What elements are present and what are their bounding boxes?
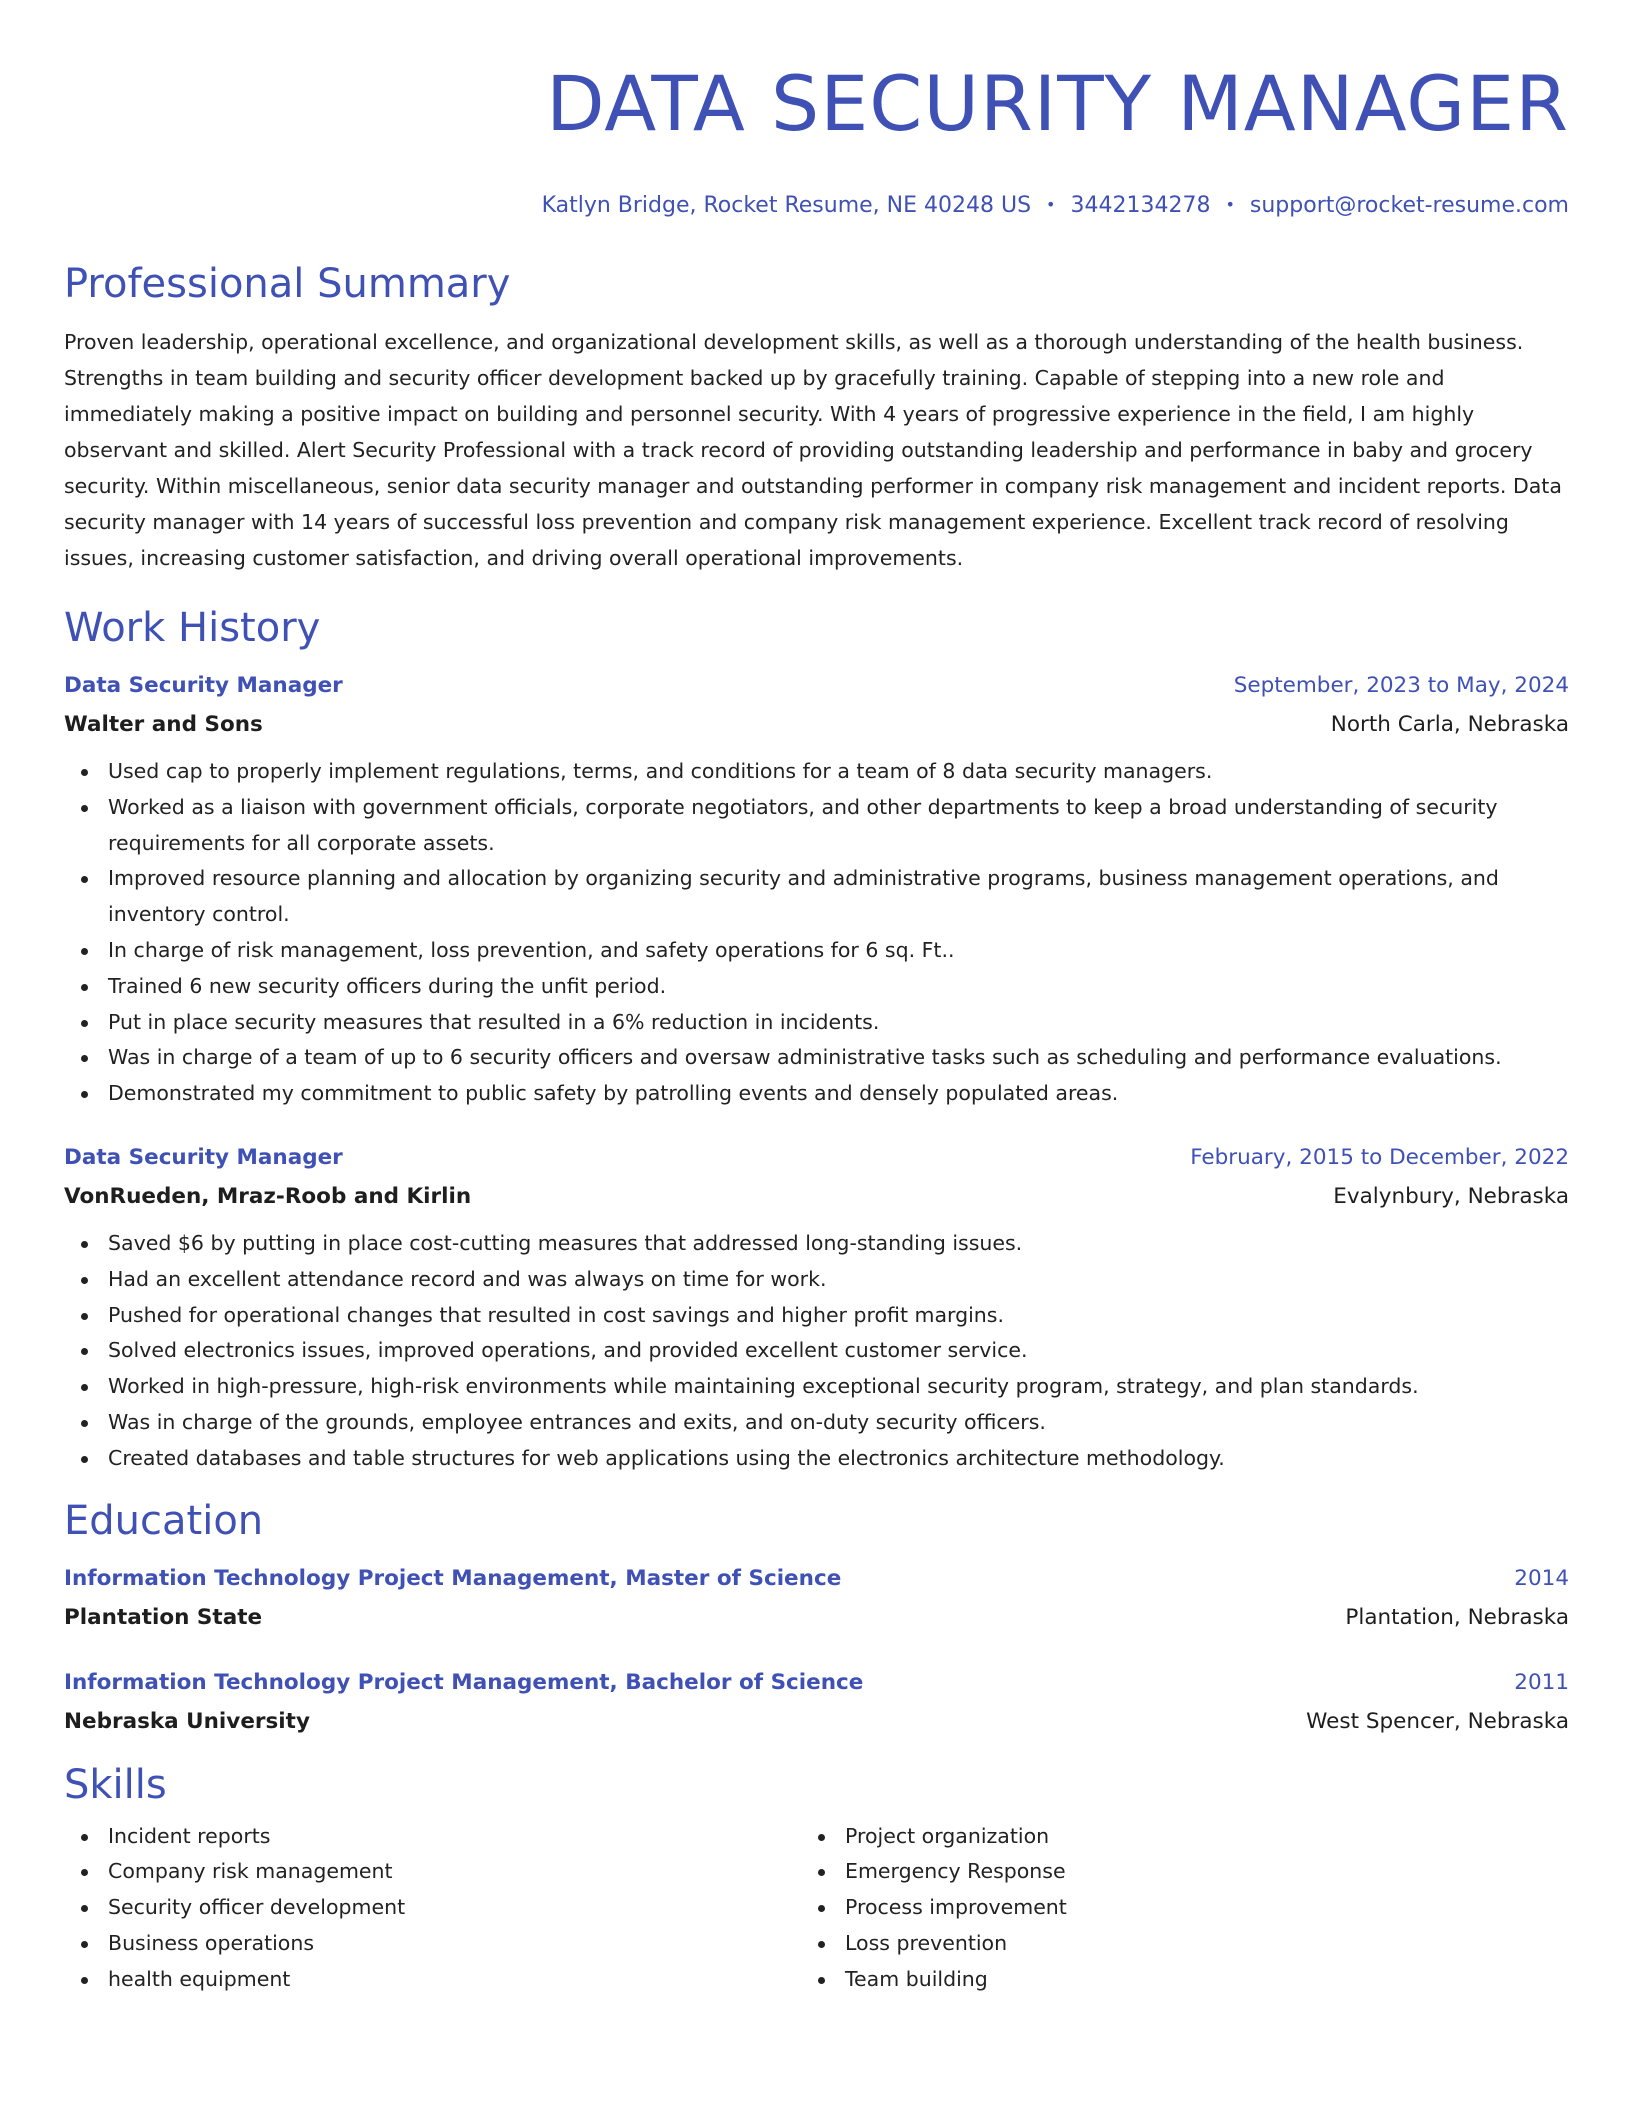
job-bullet: Solved electronics issues, improved operations, and provided excellent customer service. [108,1333,1569,1369]
job-dates: September, 2023 to May, 2024 [1233,673,1569,698]
section-heading-skills: Skills [64,1761,167,1808]
job-bullet: Was in charge of the grounds, employee entrances and exits, and on-duty security officers. [108,1405,1569,1441]
section-heading-summary: Professional Summary [64,261,511,307]
job-bullet: Saved $6 by putting in place cost-cutting measures that addressed long-standing issues. [108,1226,1569,1262]
job-location: North Carla, Nebraska [1330,712,1569,737]
page-title: DATA SECURITY MANAGER [546,59,1569,148]
skill-item: Company risk management [108,1854,801,1890]
job-title-row [64,666,1569,706]
contact-line [64,190,1569,221]
summary-section [64,260,1569,576]
job-title-row [64,1138,1569,1178]
job-bullet-list [64,754,1569,1112]
degree-title: Information Technology Project Management, Master of Science [64,1565,842,1591]
section-heading-education: Education [64,1497,264,1544]
degree-year: 2011 [1514,1669,1569,1695]
job-bullet: Demonstrated my commitment to public safety by patrolling events and densely populated areas. [108,1076,1569,1112]
education-entry [64,1559,1569,1637]
skill-item: Team building [845,1962,1501,1998]
contact-separator: • [1046,195,1056,214]
job-bullet: Created databases and table structures for web applications using the electronics architecture methodology. [108,1441,1569,1477]
job-location: Evalynbury, Nebraska [1333,1183,1569,1209]
job-bullet: Worked as a liaison with government officials, corporate negotiators, and other departments to keep a broad understanding of security requirements for all corporate assets. [108,790,1569,862]
skill-item: Project organization [845,1819,1501,1855]
contact-email: support@rocket-resume.com [1249,193,1569,218]
contact-separator: • [1225,195,1235,214]
contact-phone: 3442134278 [1070,193,1211,218]
work-history-section [64,604,1569,1477]
job-bullet: Pushed for operational changes that resulted in cost savings and higher profit margins. [108,1298,1569,1334]
resume-header [64,58,1569,221]
skill-item: Business operations [108,1926,801,1962]
school-row [64,1703,1569,1741]
job-company: VonRueden, Mraz-Roob and Kirlin [64,1183,472,1209]
job-dates: February, 2015 to December, 2022 [1190,1144,1569,1170]
job-bullet: In charge of risk management, loss prevention, and safety operations for 6 sq. Ft.. [108,933,1569,969]
skills-list [64,1819,801,1998]
job-entry [64,1138,1569,1477]
school-location: Plantation, Nebraska [1345,1604,1569,1630]
education-section [64,1497,1569,1741]
job-bullet: Improved resource planning and allocation by organizing security and administrative programs, business management operations, and inventory control. [108,861,1569,933]
skill-item: health equipment [108,1962,801,1998]
degree-row [64,1559,1569,1599]
job-company-row [64,1178,1569,1216]
skill-item: Incident reports [108,1819,801,1855]
skill-item: Security officer development [108,1890,801,1926]
skills-list [801,1819,1501,1998]
summary-text: Proven leadership, operational excellence, and organizational development skills, as well as a thorough understanding of the health business. Strengths in team building and security officer development backed up by gracefully training. Capable of stepping into a new role and immediately making a positive impact on building and personnel security. With 4 years of progressive experience in the field, I am highly observant and skilled. Alert Security Professional with a track record of providing outstanding leadership and performance in baby and grocery security. Within miscellaneous, senior data security manager and outstanding performer in company risk management and incident reports. Data security manager with 14 years of successful loss prevention and company risk management experience. Excellent track record of resolving issues, increasing customer satisfaction, and driving overall operational improvements. [64,330,1562,570]
school-location: West Spencer, Nebraska [1306,1708,1569,1734]
job-bullet-list [64,1226,1569,1477]
job-title: Data Security Manager [64,673,343,698]
job-company: Walter and Sons [64,712,263,737]
job-bullet: Worked in high-pressure, high-risk environments while maintaining exceptional security program, strategy, and plan standards. [108,1369,1569,1405]
job-entry [64,666,1569,1112]
degree-year: 2014 [1514,1565,1569,1591]
contact-address: Katlyn Bridge, Rocket Resume, NE 40248 US [541,193,1032,218]
job-title: Data Security Manager [64,1144,343,1170]
job-bullet: Trained 6 new security officers during the unfit period. [108,969,1569,1005]
job-bullet: Had an excellent attendance record and was always on time for work. [108,1262,1569,1298]
job-company-row [64,706,1569,744]
skill-item: Process improvement [845,1890,1501,1926]
job-bullet: Put in place security measures that resulted in a 6% reduction in incidents. [108,1005,1569,1041]
degree-row [64,1663,1569,1703]
job-bullet: Was in charge of a team of up to 6 security officers and oversaw administrative tasks such as scheduling and performance evaluations. [108,1040,1569,1076]
school-name: Nebraska University [64,1708,310,1734]
skills-columns [64,1819,1569,1998]
skills-column-right [801,1819,1501,1998]
skill-item: Emergency Response [845,1854,1501,1890]
skills-column-left [64,1819,801,1998]
education-entry [64,1663,1569,1741]
school-name: Plantation State [64,1604,263,1630]
section-heading-work-history: Work History [64,605,321,651]
school-row [64,1599,1569,1637]
degree-title: Information Technology Project Management, Bachelor of Science [64,1669,864,1695]
skill-item: Loss prevention [845,1926,1501,1962]
job-bullet: Used cap to properly implement regulations, terms, and conditions for a team of 8 data security managers. [108,754,1569,790]
skills-section [64,1761,1569,1998]
